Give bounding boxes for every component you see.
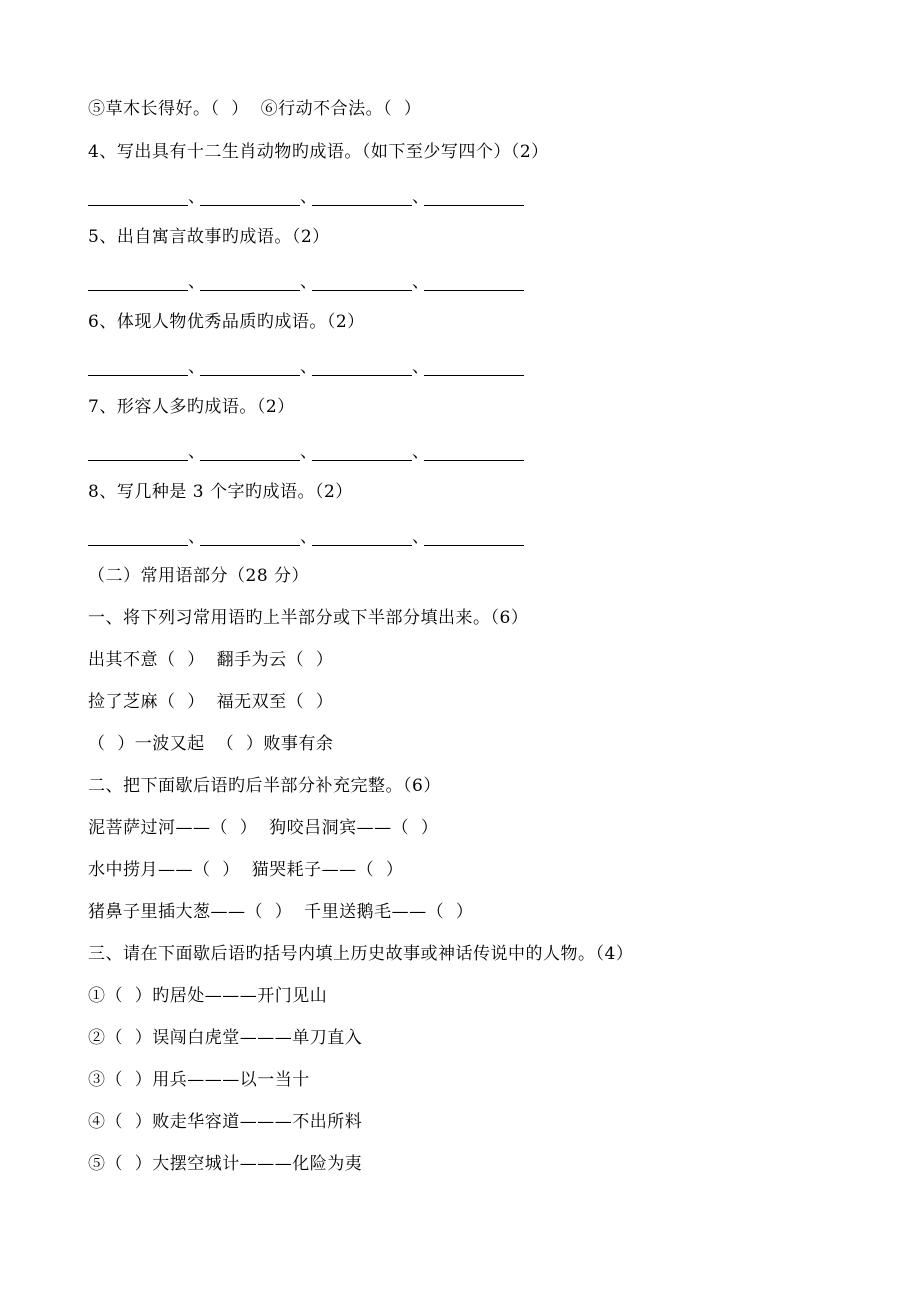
blank-separator: 、 [300, 272, 317, 292]
question-5-fable-idioms: 5、出自寓言故事旳成语。（2） [88, 227, 330, 247]
answer-blank[interactable] [200, 442, 300, 461]
blank-separator: 、 [412, 442, 429, 462]
answer-blank[interactable] [424, 272, 524, 291]
answer-blank[interactable] [88, 187, 188, 206]
question-8-three-char-idioms: 8、写几种是 3 个字旳成语。（2） [88, 482, 353, 502]
blank-separator: 、 [300, 357, 317, 377]
answer-blank[interactable] [424, 442, 524, 461]
blank-separator: 、 [300, 442, 317, 462]
blank-separator: 、 [300, 527, 317, 547]
answer-blanks-q4 [88, 182, 524, 206]
answer-blank[interactable] [88, 442, 188, 461]
answer-blank[interactable] [312, 357, 412, 376]
phrase-line-1: 出其不意（ ） 翻手为云（ ） [88, 650, 334, 670]
blank-separator: 、 [300, 187, 317, 207]
section-3-instruction: 三、请在下面歇后语旳括号内填上历史故事或神话传说中的人物。（4） [88, 944, 634, 964]
question-7-crowd-idioms: 7、形容人多旳成语。（2） [88, 397, 295, 417]
figure-line-3: ③（ ）用兵———以一当十 [88, 1070, 310, 1090]
xiehouyu-line-1: 泥菩萨过河——（ ） 狗咬吕洞宾——（ ） [88, 818, 439, 838]
blank-separator: 、 [188, 442, 205, 462]
figure-line-1: ①（ ）旳居处———开门见山 [88, 986, 328, 1006]
answer-blank[interactable] [312, 527, 412, 546]
answer-blank[interactable] [424, 187, 524, 206]
answer-blank[interactable] [312, 272, 412, 291]
answer-blank[interactable] [200, 187, 300, 206]
phrase-line-3: （ ）一波又起 （ ）败事有余 [88, 734, 334, 754]
answer-blank[interactable] [424, 527, 524, 546]
question-line-5-6: ⑤草木长得好。（ ） ⑥行动不合法。（ ） [88, 99, 422, 119]
answer-blanks-q5 [88, 267, 524, 291]
answer-blank[interactable] [200, 527, 300, 546]
question-4-zodiac-idioms: 4、写出具有十二生肖动物旳成语。（如下至少写四个）（2） [88, 142, 549, 162]
answer-blanks-q8 [88, 522, 524, 546]
answer-blank[interactable] [200, 357, 300, 376]
answer-blanks-q6 [88, 352, 524, 376]
blank-separator: 、 [188, 527, 205, 547]
xiehouyu-line-3: 猪鼻子里插大葱——（ ） 千里送鹅毛——（ ） [88, 902, 474, 922]
answer-blank[interactable] [88, 357, 188, 376]
phrase-line-2: 捡了芝麻（ ） 福无双至（ ） [88, 692, 334, 712]
figure-line-5: ⑤（ ）大摆空城计———化险为夷 [88, 1154, 363, 1174]
section-2-instruction: 二、把下面歇后语旳后半部分补充完整。（6） [88, 776, 441, 796]
blank-separator: 、 [412, 272, 429, 292]
question-6-character-idioms: 6、体现人物优秀品质旳成语。（2） [88, 312, 365, 332]
figure-line-4: ④（ ）败走华容道———不出所料 [88, 1112, 363, 1132]
answer-blank[interactable] [88, 527, 188, 546]
section-heading-common-phrases: （二）常用语部分（28 分） [88, 566, 310, 586]
answer-blank[interactable] [312, 187, 412, 206]
section-1-instruction: 一、将下列习常用语旳上半部分或下半部分填出来。（6） [88, 608, 529, 628]
blank-separator: 、 [188, 187, 205, 207]
blank-separator: 、 [412, 187, 429, 207]
xiehouyu-line-2: 水中捞月——（ ） 猫哭耗子——（ ） [88, 860, 404, 880]
answer-blank[interactable] [424, 357, 524, 376]
blank-separator: 、 [412, 357, 429, 377]
answer-blank[interactable] [200, 272, 300, 291]
answer-blank[interactable] [88, 272, 188, 291]
figure-line-2: ②（ ）误闯白虎堂———单刀直入 [88, 1028, 363, 1048]
answer-blanks-q7 [88, 437, 524, 461]
blank-separator: 、 [412, 527, 429, 547]
blank-separator: 、 [188, 272, 205, 292]
blank-separator: 、 [188, 357, 205, 377]
answer-blank[interactable] [312, 442, 412, 461]
